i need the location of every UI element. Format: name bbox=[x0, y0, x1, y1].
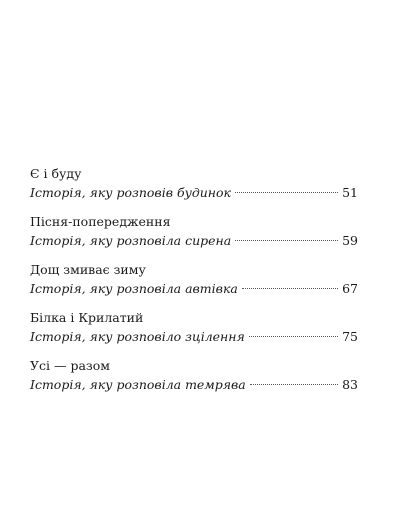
table-of-contents bbox=[30, 166, 358, 406]
toc-entry-subtitle: Історія, яку розповіло зцілення bbox=[30, 329, 245, 344]
toc-entry-subtitle: Історія, яку розповіла автівка bbox=[30, 281, 238, 296]
toc-entry[interactable] bbox=[30, 166, 358, 204]
toc-entry-title: Усі — разом bbox=[30, 358, 110, 373]
toc-entry-page-number: 51 bbox=[342, 185, 358, 200]
toc-entry[interactable] bbox=[30, 262, 358, 300]
toc-entry-title: Пісня-попередження bbox=[30, 214, 171, 229]
toc-entry-title: Дощ змиває зиму bbox=[30, 262, 146, 277]
toc-entry-page-number: 67 bbox=[342, 281, 358, 296]
toc-entry-page-number: 75 bbox=[342, 329, 358, 344]
toc-entry-subtitle-row bbox=[30, 230, 358, 252]
dot-leader bbox=[249, 336, 338, 337]
toc-entry[interactable] bbox=[30, 214, 358, 252]
dot-leader bbox=[235, 240, 338, 241]
toc-entry[interactable] bbox=[30, 358, 358, 396]
toc-entry-subtitle-row bbox=[30, 278, 358, 300]
toc-entry-page-number: 83 bbox=[342, 377, 358, 392]
toc-entry-subtitle-row bbox=[30, 326, 358, 348]
toc-entry-title: Є і буду bbox=[30, 166, 82, 181]
toc-entry-subtitle: Історія, яку розповіла сирена bbox=[30, 233, 232, 248]
toc-entry-subtitle: Історія, яку розповіла темрява bbox=[30, 377, 246, 392]
toc-entry-title: Білка і Крилатий bbox=[30, 310, 144, 325]
toc-entry-subtitle-row bbox=[30, 374, 358, 396]
dot-leader bbox=[250, 384, 338, 385]
toc-entry-subtitle: Історія, яку розповів будинок bbox=[30, 185, 232, 200]
dot-leader bbox=[242, 288, 338, 289]
toc-entry[interactable] bbox=[30, 310, 358, 348]
toc-entry-subtitle-row bbox=[30, 182, 358, 204]
dot-leader bbox=[235, 192, 338, 193]
toc-entry-page-number: 59 bbox=[342, 233, 358, 248]
